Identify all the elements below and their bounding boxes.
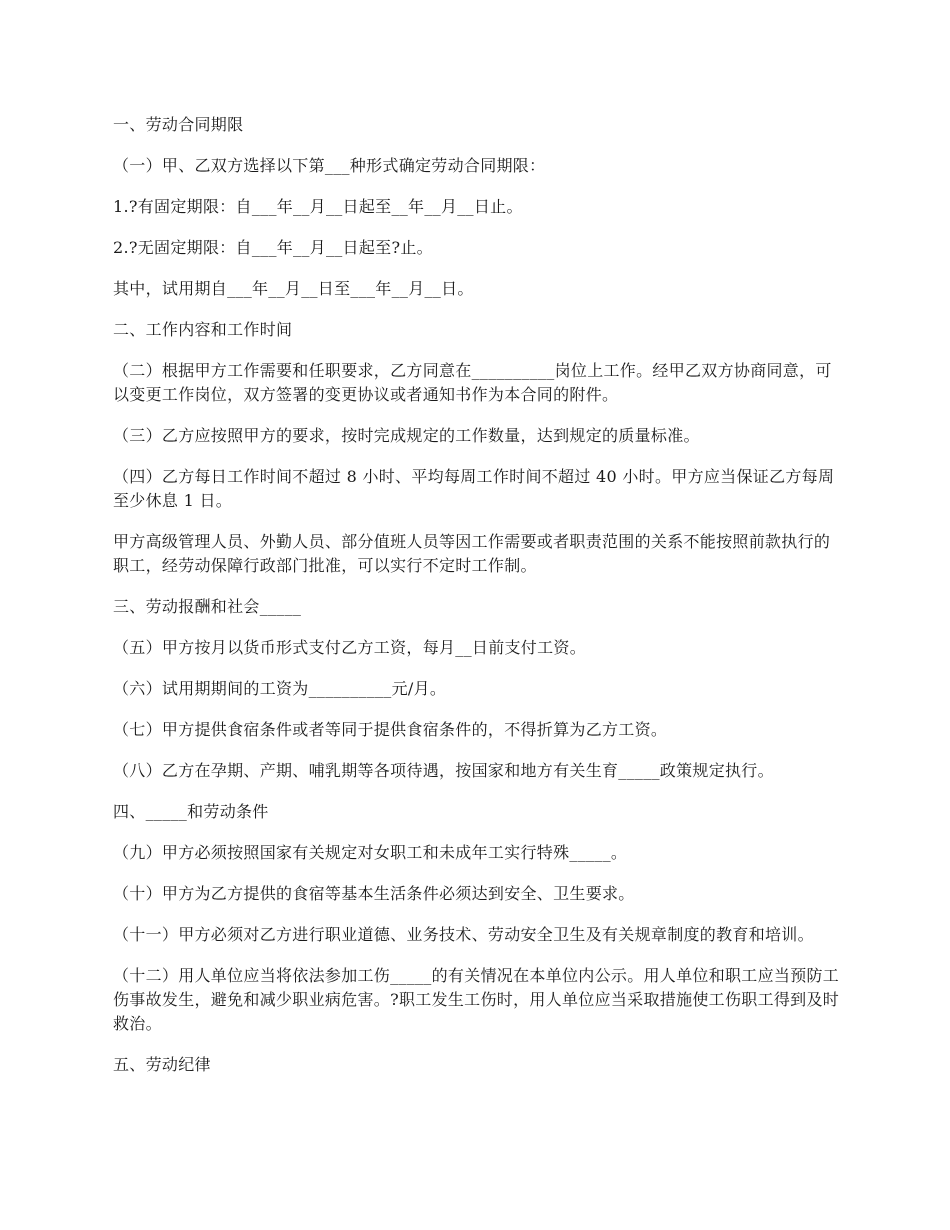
- probation-period: 其中，试用期自___年__月__日至___年__月__日。: [113, 279, 474, 298]
- clause-4-working-hours: （四）乙方每日工作时间不超过 8 小时、平均每周工作时间不超过 40 小时。甲方应当保证乙方每周至少休息 1 日。: [113, 467, 835, 510]
- section-heading-labor-conditions: 四、_____和劳动条件: [113, 802, 269, 821]
- clause-12-work-injury: （十二）用人单位应当将依法参加工伤_____的有关情况在本单位内公示。用人单位和职工应当预防工伤事故发生，避免和减少职业病危害。?职工发生工伤时，用人单位应当采取措施使工伤职工得到及时救治。: [113, 966, 840, 1033]
- document-body: [113, 113, 845, 1094]
- section-heading-work-content: 二、工作内容和工作时间: [113, 320, 293, 339]
- clause-6-probation-wage: （六）试用期期间的工资为__________元/月。: [113, 679, 447, 698]
- clause-10-living-conditions: （十）甲方为乙方提供的食宿等基本生活条件必须达到安全、卫生要求。: [113, 884, 635, 903]
- clause-7-board-lodging: （七）甲方提供食宿条件或者等同于提供食宿条件的，不得折算为乙方工资。: [113, 720, 668, 739]
- irregular-hours-note: 甲方高级管理人员、外勤人员、部分值班人员等因工作需要或者职责范围的关系不能按照前款执行的职工，经劳动保障行政部门批准，可以实行不定时工作制。: [113, 532, 831, 575]
- clause-1-term-selection: （一）甲、乙双方选择以下第___种形式确定劳动合同期限：: [113, 156, 546, 175]
- clause-11-training: （十一）甲方必须对乙方进行职业道德、业务技术、劳动安全卫生及有关规章制度的教育和培训。: [113, 925, 814, 944]
- section-heading-remuneration: 三、劳动报酬和社会_____: [113, 597, 302, 616]
- clause-2-position: （二）根据甲方工作需要和任职要求，乙方同意在__________岗位上工作。经甲乙双方协商同意，可以变更工作岗位，双方签署的变更协议或者通知书作为本合同的附件。: [113, 361, 832, 404]
- clause-9-special-protection: （九）甲方必须按照国家有关规定对女职工和未成年工实行特殊_____。: [113, 843, 628, 862]
- option-open-term: 2.?无固定期限：自___年__月__日起至?止。: [113, 238, 433, 257]
- clause-8-maternity: （八）乙方在孕期、产期、哺乳期等各项待遇，按国家和地方有关生育_____政策规定执行。: [113, 761, 774, 780]
- clause-3-quality: （三）乙方应按照甲方的要求，按时完成规定的工作数量，达到规定的质量标准。: [113, 426, 700, 445]
- clause-5-payment: （五）甲方按月以货币形式支付乙方工资，每月__日前支付工资。: [113, 638, 587, 657]
- section-heading-contract-term: 一、劳动合同期限: [113, 115, 244, 134]
- option-fixed-term: 1.?有固定期限：自___年__月__日起至__年__月__日止。: [113, 197, 523, 216]
- section-heading-labor-discipline: 五、劳动纪律: [113, 1055, 211, 1074]
